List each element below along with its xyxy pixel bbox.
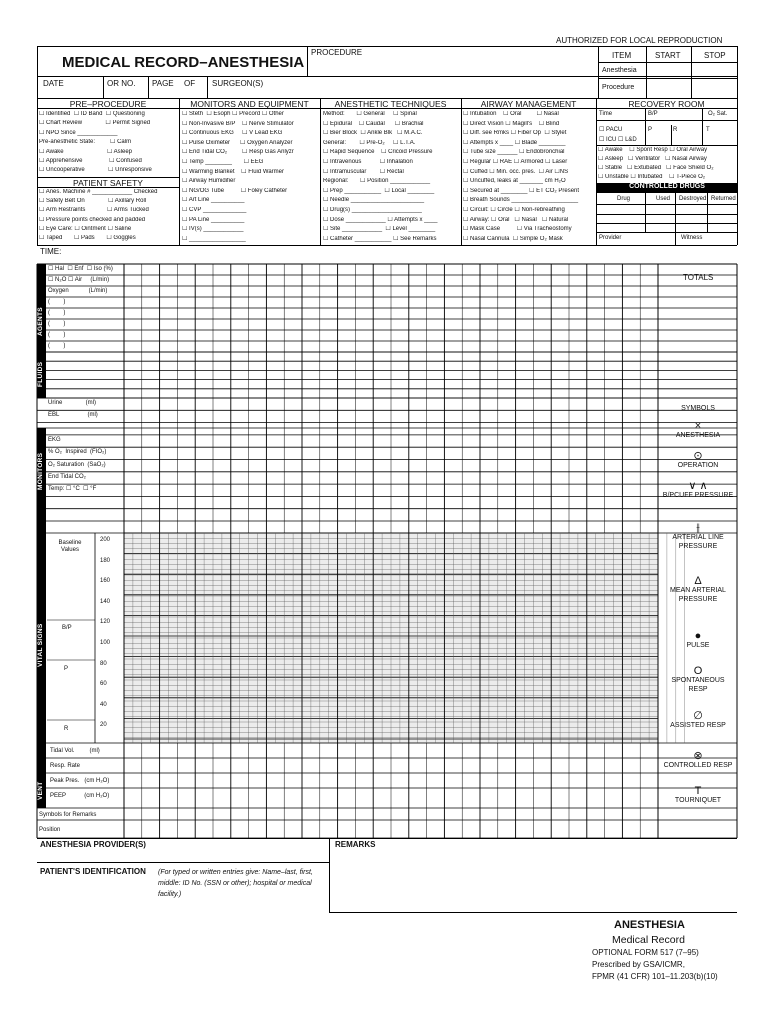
mon-list-item[interactable]: ☐ Steth ☐ Esoph ☐ Precord ☐ Other	[182, 111, 284, 117]
pre-list-item[interactable]: ☐ Chart Review ☐ Permit Signed	[39, 120, 151, 127]
surgeons-label: SURGEON(S)	[212, 79, 264, 88]
monitor-labels-item: O₂ Saturation (SaO₂)	[48, 461, 106, 468]
air-list-item[interactable]: ☐ Uncuffed, leaks at _______ cm H₂O	[463, 178, 566, 185]
safety-list-item[interactable]: ☐ Taped ☐ Pads ☐ Goggles	[39, 234, 136, 241]
airway-title: AIRWAY MANAGEMENT	[480, 99, 577, 109]
symbol-item	[662, 480, 734, 501]
scale-tick: 40	[100, 701, 107, 708]
r-label: R	[64, 726, 69, 732]
scale-tick: 80	[100, 660, 107, 667]
rr-icu: ☐ ICU ☐ L&D	[599, 137, 637, 143]
mon-list-item[interactable]: ☐ IV(s) ____________	[182, 226, 244, 233]
rr-list-item[interactable]: ☐ Unstable ☐ Intubated ☐ T-Piece O₂	[598, 174, 706, 180]
air-list-item[interactable]: ☐ Mask Case ☐ Via Tracheostomy	[463, 226, 572, 233]
rr-o2: O₂ Sat.	[708, 111, 728, 117]
totals-label: TOTALS	[683, 273, 714, 282]
symbol-glyph: ×	[694, 420, 702, 432]
provider-label: ANESTHESIA PROVIDER(S)	[40, 840, 146, 849]
tech-list-item[interactable]: General: ☐ Pre-O₂ ☐ L.T.A.	[323, 139, 416, 146]
monitor-labels-item: End Tidal CO₂	[48, 473, 87, 480]
mon-list-item[interactable]: ☐ Non-Invasive B/P ☐ Nerve Stimulator	[182, 120, 294, 127]
mon-list-item[interactable]: ☐ CVP _____________	[182, 206, 247, 213]
symbol-label: SPONTANEOUS RESP	[671, 677, 725, 693]
symbol-label: B/PCUFF PRESSURE	[662, 492, 734, 499]
mon-list-item[interactable]: ☐ Warming Blanket ☐ Fluid Warmer	[182, 168, 284, 175]
monitor-labels-item: EKG	[48, 436, 61, 443]
vent-labels-item: Tidal Vol. (ml)	[50, 748, 100, 754]
cd-used: Used	[656, 196, 671, 202]
rr-list-item[interactable]: ☐ Stable ☐ Extubated ☐ Face Shield O₂	[598, 165, 714, 171]
authorized-text: AUTHORIZED FOR LOCAL REPRODUCTION	[556, 36, 723, 45]
agents-sidebar-label: AGENTS	[37, 307, 44, 336]
anesthesia-row-label: Anesthesia	[602, 67, 637, 74]
symbol-label: CONTROLLED RESP	[663, 762, 733, 769]
agent-labels-item: ( )	[48, 321, 66, 327]
monitor-labels-item: % O₂ Inspired (FIO₂)	[48, 449, 107, 456]
item-header: ITEM	[612, 51, 632, 60]
air-list-item[interactable]: ☐ Regular ☐ RAE ☐ Armored ☐ Laser	[463, 158, 568, 165]
safety-list-item[interactable]: ☐ Arm Restraints ☐ Arms Tucked	[39, 207, 149, 214]
scale-tick: 200	[100, 537, 111, 543]
cd-drug: Drug	[617, 196, 631, 202]
scale-tick: 20	[100, 722, 107, 729]
rr-bp: B/P	[648, 111, 658, 117]
techniques-title: ANESTHETIC TECHNIQUES	[334, 99, 447, 109]
agent-labels-item: ☐ Hal ☐ Enf ☐ Iso (%)	[48, 266, 113, 272]
page-label: PAGE	[152, 79, 174, 88]
pre-list-item[interactable]: ☐ NPO Since ____________	[39, 129, 118, 136]
prescribed-by: Prescribed by GSA/ICMR,	[592, 960, 685, 969]
agent-labels-item: ( )	[48, 343, 66, 349]
bp-label: B/P	[62, 625, 72, 631]
rr-list-item[interactable]: ☐ Asleep ☐ Ventilator ☐ Nasal Airway	[598, 156, 707, 162]
air-list-item[interactable]: ☐ Intubation ☐ Oral ☐ Nasal	[463, 111, 559, 117]
air-list-item[interactable]: ☐ Circuit: ☐ Circle ☐ Non-rebreathing	[463, 206, 565, 213]
rr-t: T	[706, 127, 710, 133]
date-label: DATE	[43, 79, 64, 88]
pre-list-item[interactable]: ☐ Identified ☐ ID Band ☐ Questioning	[39, 111, 145, 117]
p-label: P	[64, 666, 69, 672]
tech-list-item[interactable]: Method: ☐ General ☐ Spinal	[323, 111, 417, 117]
recovery-title: RECOVERY ROOM	[628, 99, 705, 109]
patient-id-note: (For typed or written entries give: Name–last, first, middle: ID No. (SSN or other); hospital or medical facility.)	[158, 869, 313, 898]
symbol-glyph: ⊗	[693, 750, 703, 762]
agent-labels-item: ( )	[48, 310, 66, 316]
symbols-title: SYMBOLS	[681, 405, 715, 412]
procedure-label: PROCEDURE	[311, 48, 363, 57]
scale-tick: 60	[100, 681, 107, 688]
symbol-item	[662, 710, 734, 731]
remarks-symbols-label: Symbols for Remarks	[39, 812, 97, 818]
cd-provider: Provider	[599, 235, 622, 241]
symbol-glyph: T	[694, 785, 702, 797]
symbol-label: TOURNIQUET	[674, 797, 722, 804]
tech-list-item[interactable]: ☐ Drug(s) _____________________	[323, 206, 422, 213]
monitor-labels-item: Temp: ☐ °C ☐ °F	[48, 486, 97, 493]
tech-list-item[interactable]: ☐ Rapid Sequence ☐ Cricoid Pressure	[323, 149, 433, 156]
pre-list-item[interactable]: Pre-anesthetic State: ☐ Calm	[39, 139, 132, 146]
or-no-label: OR NO.	[107, 79, 136, 88]
rr-time: Time	[599, 111, 613, 117]
mon-list-item[interactable]: ☐ Temp ________ ☐ EEG	[182, 158, 264, 165]
scale-tick: 100	[100, 640, 111, 646]
symbol-glyph: O	[693, 665, 703, 677]
controlled-drugs-bar: CONTROLLED DRUGS	[597, 183, 737, 193]
fluids-sidebar-label: FLUIDS	[37, 361, 44, 387]
scale-tick: 140	[100, 598, 111, 605]
mon-list-item[interactable]: ☐ Pulse Oximeter ☐ Oxygen Analyzer	[182, 139, 293, 146]
symbol-item	[662, 750, 734, 771]
agent-labels-item: ( )	[48, 332, 66, 338]
tech-list-item[interactable]: ☐ Epidural ☐ Caudal ☐ Brachial	[323, 120, 424, 127]
air-list-item[interactable]: ☐ Diff. see Rmks ☐ Fiber Op ☐ Stylet	[463, 130, 567, 137]
safety-list-item[interactable]: ☐ Safety Belt On ☐ Axillary Roll	[39, 198, 147, 205]
agent-labels-item: ( )	[48, 299, 66, 305]
mon-list-item[interactable]: ☐ PA Line __________	[182, 216, 245, 223]
symbol-label: ANESTHESIA	[675, 432, 721, 439]
cd-returned: Returned	[711, 196, 736, 202]
of-label: OF	[184, 79, 196, 88]
remarks-label: REMARKS	[335, 840, 376, 849]
start-header: START	[655, 51, 681, 60]
air-list-item[interactable]: ☐ Cuffed ☐ Min. occ. pres. ☐ Air ☐NS	[463, 168, 569, 175]
monitors-title: MONITORS AND EQUIPMENT	[190, 99, 309, 109]
monitor-labels-item: Urine (ml)	[48, 400, 97, 406]
vent-labels-item: Resp. Rate	[50, 763, 81, 769]
agent-labels-item: ☐ N₂O ☐ Air (L/min)	[48, 277, 110, 283]
tech-list-item[interactable]: ☐ Prep ___________ ☐ Local ________	[323, 187, 435, 194]
patient-safety-title: PATIENT SAFETY	[73, 178, 143, 188]
tech-list-item[interactable]: ☐ Needle ______________________	[323, 197, 425, 204]
air-list-item[interactable]: ☐ Airway: ☐ Oral ☐ Nasal ☐ Natural	[463, 216, 569, 223]
air-list-item[interactable]: ☐ Secured at ________ ☐ ET CO₂ Present	[463, 187, 580, 194]
scale-tick: 160	[100, 578, 111, 585]
position-label: Position	[39, 827, 61, 833]
pre-list-item[interactable]: ☐ Uncooperative ☐ Unresponsive	[39, 167, 152, 174]
rr-list-item[interactable]: ☐ Awake ☐ Spont Resp ☐ Oral Airway	[598, 147, 708, 153]
cd-witness: Witness	[681, 235, 703, 241]
symbol-item	[662, 785, 734, 806]
symbol-label: ARTERIAL LINE PRESSURE	[672, 534, 724, 550]
air-list-item[interactable]: ☐ Breath Sounds ____________________	[463, 197, 579, 204]
form-number: OPTIONAL FORM 517 (7–95)	[592, 948, 699, 957]
mon-list-item[interactable]: ☐ End Tidal CO₂ ☐ Resp Gas Anlyzr	[182, 149, 294, 156]
form-subtitle: Medical Record	[612, 934, 685, 946]
tech-list-item[interactable]: ☐ Site ____________ ☐ Level ________	[323, 226, 436, 233]
cd-destroyed: Destroyed	[679, 196, 707, 202]
tech-list-item[interactable]: ☐ Intramuscular ☐ Rectal	[323, 168, 404, 175]
vent-labels-item: Peak Pres. (cm H₂O)	[50, 778, 110, 784]
safety-list-item[interactable]: ☐ Eye Care: ☐ Ointment ☐ Saline	[39, 225, 132, 232]
baseline-label: Baseline Values	[58, 540, 82, 553]
patient-id-label: PATIENT'S IDENTIFICATION	[40, 867, 146, 876]
pre-procedure-title: PRE–PROCEDURE	[69, 99, 147, 109]
tech-list-item[interactable]: ☐ Catheter ___________ ☐ See Remarks	[323, 235, 437, 242]
form-title: ANESTHESIA	[614, 919, 685, 931]
rr-p: P	[648, 127, 653, 133]
mon-list-item[interactable]: ☐ NG/OG Tube ☐ Foley Catheter	[182, 187, 288, 194]
air-list-item[interactable]: ☐ Nasal Cannula ☐ Simple O₂ Mask	[463, 235, 563, 242]
symbol-glyph: ⫲	[696, 522, 700, 534]
rr-pacu: ☐ PACU	[599, 127, 623, 133]
symbol-item	[662, 575, 734, 604]
fpmr: FPMR (41 CFR) 101–11.203(b)(10)	[592, 972, 718, 981]
tech-list-item[interactable]: ☐ Dose ____________ ☐ Attempts x ____	[323, 216, 438, 223]
symbol-glyph: ●	[694, 630, 702, 642]
symbol-label: PULSE	[686, 642, 710, 649]
vitals-sidebar-label: VITAL SIGNS	[37, 623, 44, 667]
mon-list-item[interactable]: ☐ Continuous EKG ☐ V Lead EKG	[182, 130, 283, 137]
tech-list-item[interactable]: ☐ Bier Block ☐ Ankle Blk ☐ M.A.C.	[323, 130, 423, 137]
symbol-glyph: ⊙	[693, 450, 703, 462]
monitor-labels-item: EBL (ml)	[48, 412, 98, 419]
symbol-label: ASSISTED RESP	[670, 722, 726, 729]
safety-list-item[interactable]: ☐ Anes. Machine # ____________ Checked	[39, 189, 158, 195]
mon-list-item[interactable]: ☐ Art Line __________	[182, 197, 245, 204]
tech-list-item[interactable]: Regional: ☐ Position ____________	[323, 178, 431, 185]
agent-labels-item: Oxygen (L/min)	[48, 288, 108, 294]
mon-list-item[interactable]: ☐ Airway Humidifier	[182, 178, 236, 185]
symbol-item	[662, 630, 734, 651]
monitors-sidebar-label: MONITORS	[37, 452, 44, 490]
symbol-item	[662, 420, 734, 441]
page-title: MEDICAL RECORD–ANESTHESIA	[62, 54, 305, 71]
tech-list-item[interactable]: ☐ Intravenous ☐ Inhalation	[323, 158, 413, 165]
safety-list-item[interactable]: ☐ Pressure points checked and padded	[39, 216, 146, 223]
vent-labels-item: PEEP (cm H₂O)	[50, 793, 110, 799]
symbol-item	[662, 450, 734, 471]
symbol-glyph: Δ	[694, 575, 702, 587]
mon-list-item[interactable]: ☐ _________________	[182, 235, 246, 242]
scale-tick: 120	[100, 619, 111, 626]
symbol-label: MEAN ARTERIAL PRESSURE	[670, 587, 726, 603]
symbol-glyph: ∅	[693, 710, 703, 722]
pre-list-item[interactable]: ☐ Awake ☐ Asleep	[39, 148, 133, 155]
air-list-item[interactable]: ☐ Attempts x ____ ☐ Blade ________	[463, 139, 566, 146]
stop-header: STOP	[704, 51, 726, 60]
air-list-item[interactable]: ☐ Tube size ______ ☐ Endobronchial	[463, 149, 565, 156]
procedure-row-label: Procedure	[602, 84, 635, 91]
symbol-item	[662, 665, 734, 694]
air-list-item[interactable]: ☐ Direct Vision ☐ Magill's ☐ Blind	[463, 120, 560, 127]
vent-sidebar-label: VENT	[37, 781, 44, 800]
symbol-label: OPERATION	[677, 462, 719, 469]
scale-tick: 180	[100, 557, 111, 564]
time-label: TIME:	[40, 247, 62, 256]
pre-list-item[interactable]: ☐ Apprehensive ☐ Confused	[39, 157, 142, 164]
symbol-glyph: ∨ ∧	[688, 480, 708, 492]
rr-r: R	[673, 127, 678, 133]
symbol-item	[662, 522, 734, 551]
